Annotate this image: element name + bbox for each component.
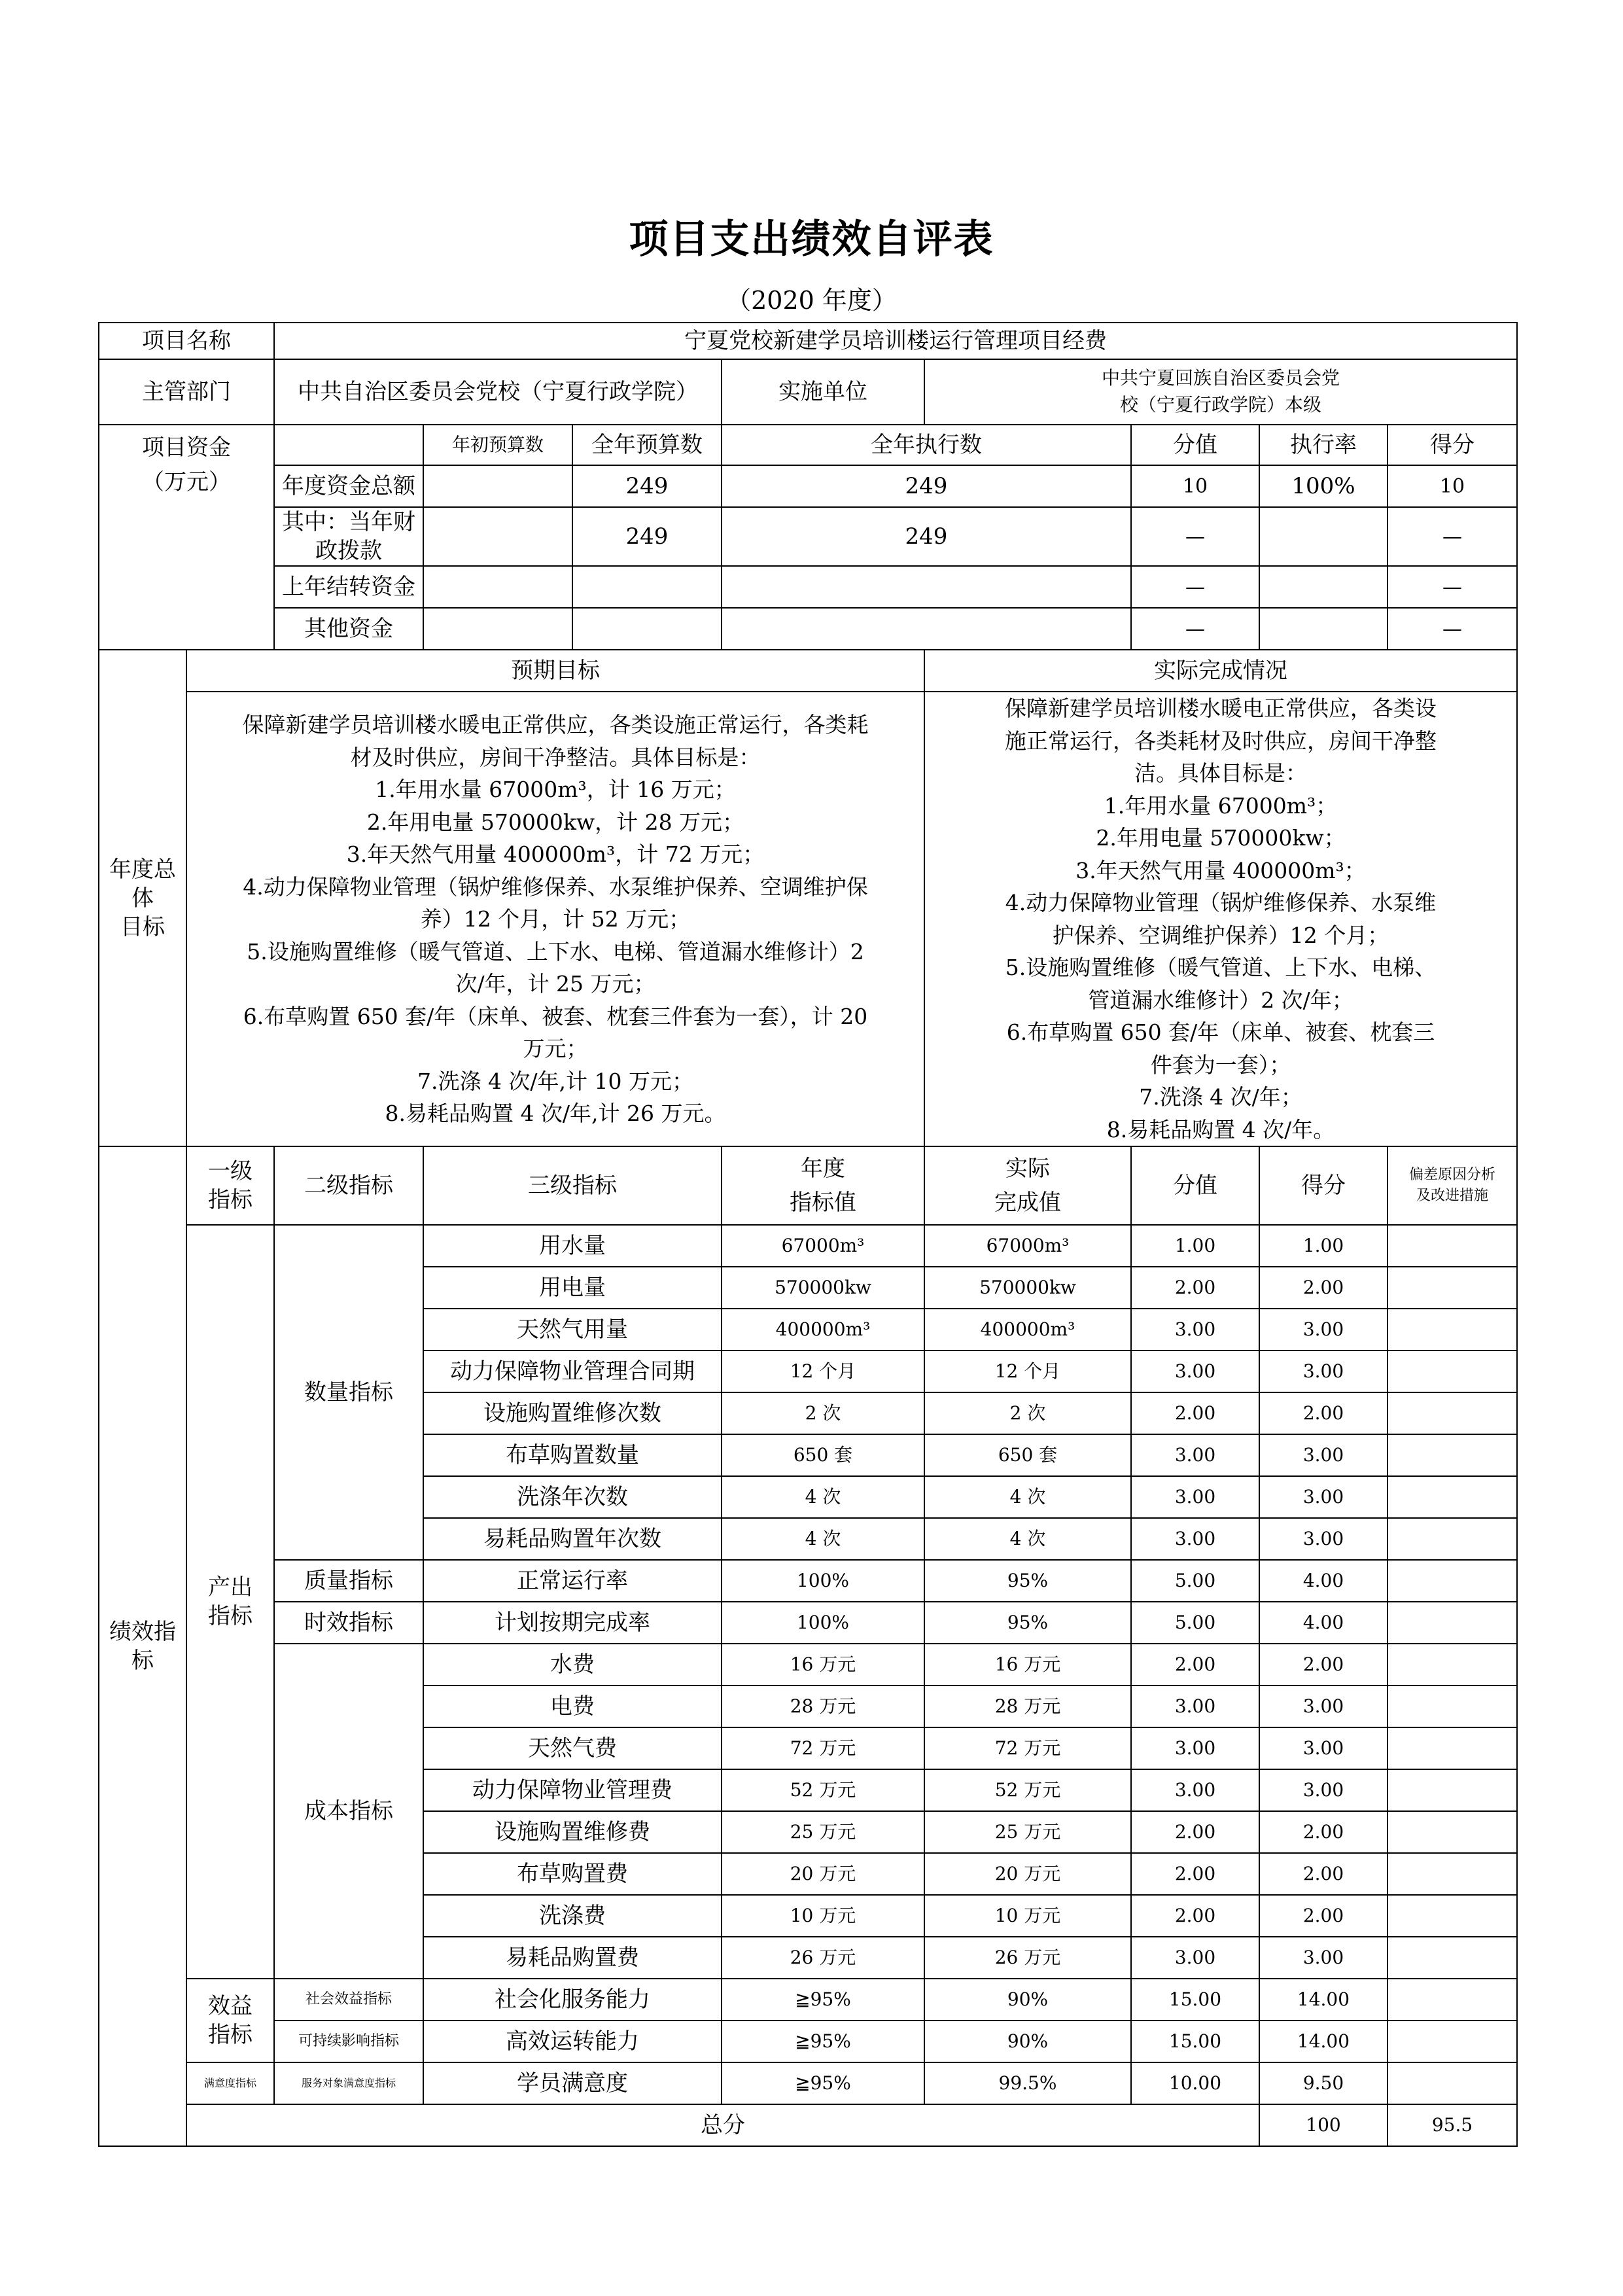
quantity-metric-target: 12 个月 xyxy=(722,1351,924,1392)
cost-metric-score-value: 2.00 xyxy=(1131,1895,1259,1937)
cost-indicator-label: 成本指标 xyxy=(274,1644,423,1979)
cost-metric-analysis xyxy=(1387,1686,1517,1727)
quantity-metric-score: 3.00 xyxy=(1259,1434,1387,1476)
funds-header-score: 得分 xyxy=(1387,425,1517,465)
quantity-metric-score-value: 3.00 xyxy=(1131,1476,1259,1518)
quantity-metric-name: 动力保障物业管理合同期 xyxy=(423,1351,722,1392)
goals-expected-line: 次/年，计 25 万元； xyxy=(455,971,655,997)
quantity-metric-target: 4 次 xyxy=(722,1476,924,1518)
goals-expected-text xyxy=(186,692,924,1146)
total-score-value: 100 xyxy=(1259,2104,1387,2146)
quantity-metric-score-value: 3.00 xyxy=(1131,1518,1259,1560)
goals-expected-line: 3.年天然气用量 400000m³，计 72 万元； xyxy=(346,841,765,868)
cost-metric-target: 16 万元 xyxy=(722,1644,924,1686)
timeliness-metric-target: 100% xyxy=(722,1602,924,1644)
quantity-metric-analysis xyxy=(1387,1267,1517,1309)
quantity-metric-score-value: 2.00 xyxy=(1131,1392,1259,1434)
cost-metric-score-value: 3.00 xyxy=(1131,1937,1259,1979)
quantity-metric-actual: 4 次 xyxy=(924,1476,1131,1518)
goals-actual-line: 6.布草购置 650 套/年（床单、被套、枕套三 xyxy=(1006,1019,1435,1046)
quantity-metric-name: 用电量 xyxy=(423,1267,722,1309)
dept-value: 中共自治区委员会党校（宁夏行政学院） xyxy=(274,359,722,425)
table-row xyxy=(99,1225,1517,1267)
funds-score: 10 xyxy=(1387,465,1517,507)
quantity-metric-score-value: 3.00 xyxy=(1131,1351,1259,1392)
quantity-metric-name: 易耗品购置年次数 xyxy=(423,1518,722,1560)
sustain-metric-target: ≧95% xyxy=(722,2021,924,2062)
social-metric-score: 14.00 xyxy=(1259,1979,1387,2021)
goals-actual-line: 护保养、空调维护保养）12 个月； xyxy=(1052,922,1389,948)
service-metric-score: 9.50 xyxy=(1259,2062,1387,2104)
service-metric-actual: 99.5% xyxy=(924,2062,1131,2104)
funds-executed-value xyxy=(722,566,1131,608)
social-benefit-label: 社会效益指标 xyxy=(274,1979,423,2021)
funds-exec-rate xyxy=(1259,608,1387,650)
quantity-metric-score: 2.00 xyxy=(1259,1267,1387,1309)
cost-metric-name: 设施购置维修费 xyxy=(423,1811,722,1853)
service-metric-target: ≧95% xyxy=(722,2062,924,2104)
goals-expected-line: 保障新建学员培训楼水暖电正常供应，各类设施正常运行，各类耗 xyxy=(242,712,869,738)
cost-metric-actual: 20 万元 xyxy=(924,1853,1131,1895)
funds-header-executed: 全年执行数 xyxy=(722,425,1131,465)
cost-metric-name: 易耗品购置费 xyxy=(423,1937,722,1979)
funds-initial-value xyxy=(423,465,572,507)
quantity-metric-target: 400000m³ xyxy=(722,1309,924,1351)
cost-metric-score: 3.00 xyxy=(1259,1769,1387,1811)
social-metric-analysis xyxy=(1387,1979,1517,2021)
cost-metric-score: 3.00 xyxy=(1259,1686,1387,1727)
goals-expected-line: 1.年用水量 67000m³，计 16 万元； xyxy=(375,777,736,803)
goals-actual-line: 4.动力保障物业管理（锅炉维修保养、水泵维 xyxy=(1005,890,1437,916)
project-name-label: 项目名称 xyxy=(99,323,274,359)
service-satisfaction-label: 服务对象满意度指标 xyxy=(274,2062,423,2104)
quality-metric-analysis xyxy=(1387,1560,1517,1602)
perf-header-level3: 三级指标 xyxy=(423,1146,722,1225)
goals-expected-line: 4.动力保障物业管理（锅炉维修保养、水泵维护保养、空调维护保 xyxy=(243,874,868,900)
cost-metric-score-value: 3.00 xyxy=(1131,1727,1259,1769)
cost-metric-score: 3.00 xyxy=(1259,1727,1387,1769)
funds-header-blank xyxy=(274,425,423,465)
goals-actual-line: 洁。具体目标是： xyxy=(1134,760,1307,786)
page-subtitle: （2020 年度） xyxy=(726,286,897,315)
perf-header-target xyxy=(722,1146,924,1225)
cost-metric-name: 电费 xyxy=(423,1686,722,1727)
table-row xyxy=(99,608,1517,650)
cost-metric-score: 3.00 xyxy=(1259,1937,1387,1979)
unit-value-line: 中共宁夏回族自治区委员会党 xyxy=(1101,367,1340,389)
quantity-metric-actual: 4 次 xyxy=(924,1518,1131,1560)
goals-actual-header: 实际完成情况 xyxy=(924,650,1517,692)
quantity-metric-target: 67000m³ xyxy=(722,1225,924,1267)
funds-label xyxy=(99,425,274,650)
social-metric-score-value: 15.00 xyxy=(1131,1979,1259,2021)
cost-metric-analysis xyxy=(1387,1853,1517,1895)
timeliness-metric-name: 计划按期完成率 xyxy=(423,1602,722,1644)
quantity-metric-score: 3.00 xyxy=(1259,1518,1387,1560)
quantity-metric-name: 洗涤年次数 xyxy=(423,1476,722,1518)
cost-metric-analysis xyxy=(1387,1769,1517,1811)
goals-actual-line: 7.洗涤 4 次/年； xyxy=(1139,1084,1302,1110)
cost-metric-actual: 10 万元 xyxy=(924,1895,1131,1937)
quality-metric-target: 100% xyxy=(722,1560,924,1602)
perf-header-actual xyxy=(924,1146,1131,1225)
goals-actual-line: 件套为一套）； xyxy=(1150,1051,1291,1078)
quality-metric-actual: 95% xyxy=(924,1560,1131,1602)
quantity-indicator-label: 数量指标 xyxy=(274,1225,423,1560)
funds-score: — xyxy=(1387,566,1517,608)
cost-metric-actual: 52 万元 xyxy=(924,1769,1131,1811)
cost-metric-analysis xyxy=(1387,1644,1517,1686)
timeliness-indicator-label: 时效指标 xyxy=(274,1602,423,1644)
quantity-metric-target: 650 套 xyxy=(722,1434,924,1476)
cost-metric-score: 2.00 xyxy=(1259,1853,1387,1895)
table-row xyxy=(99,359,1517,425)
sustain-metric-name: 高效运转能力 xyxy=(423,2021,722,2062)
quantity-metric-name: 设施购置维修次数 xyxy=(423,1392,722,1434)
cost-metric-name: 布草购置费 xyxy=(423,1853,722,1895)
quantity-metric-score-value: 3.00 xyxy=(1131,1309,1259,1351)
satisfaction-indicator-label: 满意度指标 xyxy=(186,2062,274,2104)
table-row xyxy=(99,507,1517,566)
unit-value xyxy=(924,359,1517,425)
goals-actual-line: 施正常运行，各类耗材及时供应，房间干净整 xyxy=(1005,728,1437,754)
goals-actual-line: 2.年用电量 570000kw； xyxy=(1096,825,1346,851)
quantity-metric-target: 2 次 xyxy=(722,1392,924,1434)
social-metric-target: ≧95% xyxy=(722,1979,924,2021)
page-title: 项目支出绩效自评表 xyxy=(629,217,994,262)
quantity-metric-name: 用水量 xyxy=(423,1225,722,1267)
table-row xyxy=(99,1979,1517,2021)
table-row xyxy=(99,425,1517,465)
table-row xyxy=(99,2104,1517,2146)
table-row xyxy=(99,465,1517,507)
cost-metric-target: 28 万元 xyxy=(722,1686,924,1727)
sustain-metric-actual: 90% xyxy=(924,2021,1131,2062)
funds-initial-value xyxy=(423,507,572,566)
cost-metric-name: 水费 xyxy=(423,1644,722,1686)
funds-exec-rate xyxy=(1259,507,1387,566)
cost-metric-score: 2.00 xyxy=(1259,1895,1387,1937)
goals-expected-line: 2.年用电量 570000kw，计 28 万元； xyxy=(366,809,744,835)
sustain-metric-analysis xyxy=(1387,2021,1517,2062)
timeliness-metric-analysis xyxy=(1387,1602,1517,1644)
table-row xyxy=(99,650,1517,692)
funds-budget-value xyxy=(572,608,722,650)
cost-metric-score-value: 3.00 xyxy=(1131,1686,1259,1727)
timeliness-metric-score-value: 5.00 xyxy=(1131,1602,1259,1644)
quality-metric-score-value: 5.00 xyxy=(1131,1560,1259,1602)
table-row xyxy=(99,323,1517,359)
quality-indicator-label: 质量指标 xyxy=(274,1560,423,1602)
social-metric-name: 社会化服务能力 xyxy=(423,1979,722,2021)
table-row xyxy=(99,566,1517,608)
quantity-metric-score: 2.00 xyxy=(1259,1392,1387,1434)
funds-score-value: 10 xyxy=(1131,465,1259,507)
goals-actual-line: 8.易耗品购置 4 次/年。 xyxy=(1106,1116,1335,1142)
cost-metric-actual: 16 万元 xyxy=(924,1644,1131,1686)
table-row xyxy=(99,1602,1517,1644)
goals-expected-line: 8.易耗品购置 4 次/年,计 26 万元。 xyxy=(385,1101,726,1127)
quantity-metric-actual: 570000kw xyxy=(924,1267,1131,1309)
quantity-metric-target: 570000kw xyxy=(722,1267,924,1309)
goals-expected-header: 预期目标 xyxy=(186,650,924,692)
quantity-metric-score-value: 1.00 xyxy=(1131,1225,1259,1267)
cost-metric-name: 天然气费 xyxy=(423,1727,722,1769)
table-row xyxy=(99,1146,1517,1225)
funds-budget-value: 249 xyxy=(572,507,722,566)
timeliness-metric-actual: 95% xyxy=(924,1602,1131,1644)
quantity-metric-actual: 650 套 xyxy=(924,1434,1131,1476)
service-metric-analysis xyxy=(1387,2062,1517,2104)
cost-metric-score-value: 2.00 xyxy=(1131,1644,1259,1686)
cost-metric-target: 72 万元 xyxy=(722,1727,924,1769)
funds-initial-value xyxy=(423,566,572,608)
funds-row-label: 上年结转资金 xyxy=(274,566,423,608)
cost-metric-actual: 72 万元 xyxy=(924,1727,1131,1769)
goals-actual-line: 5.设施购置维修（暖气管道、上下水、电梯、 xyxy=(1005,955,1437,981)
table-row xyxy=(99,1560,1517,1602)
evaluation-table xyxy=(98,322,1518,2147)
cost-metric-score-value: 2.00 xyxy=(1131,1811,1259,1853)
goals-label-line: 目标 xyxy=(120,913,165,940)
perf-header-level2: 二级指标 xyxy=(274,1146,423,1225)
goals-actual-line: 3.年天然气用量 400000m³； xyxy=(1075,857,1366,883)
funds-score-value: — xyxy=(1131,566,1259,608)
funds-label-line: 项目资金 xyxy=(142,434,231,461)
quantity-metric-analysis xyxy=(1387,1351,1517,1392)
timeliness-metric-score: 4.00 xyxy=(1259,1602,1387,1644)
funds-score: — xyxy=(1387,608,1517,650)
cost-metric-target: 20 万元 xyxy=(722,1853,924,1895)
funds-exec-rate: 100% xyxy=(1259,465,1387,507)
perf-header-analysis-line: 及改进措施 xyxy=(1416,1188,1488,1205)
funds-executed-value: 249 xyxy=(722,507,1131,566)
funds-executed-value xyxy=(722,608,1131,650)
goals-expected-line: 5.设施购置维修（暖气管道、上下水、电梯、管道漏水维修计）2 xyxy=(247,938,864,964)
social-metric-actual: 90% xyxy=(924,1979,1131,2021)
quantity-metric-actual: 400000m³ xyxy=(924,1309,1131,1351)
funds-row-label: 其中：当年财政拨款 xyxy=(274,507,423,566)
quantity-metric-target: 4 次 xyxy=(722,1518,924,1560)
perf-header-analysis xyxy=(1387,1146,1517,1225)
goals-expected-line: 养）12 个月，计 52 万元； xyxy=(420,906,691,932)
goals-expected-line: 材及时供应，房间干净整洁。具体目标是： xyxy=(350,744,761,770)
quantity-metric-score: 3.00 xyxy=(1259,1309,1387,1351)
dept-label: 主管部门 xyxy=(99,359,274,425)
total-label: 总分 xyxy=(186,2104,1259,2146)
goals-expected-line: 7.洗涤 4 次/年,计 10 万元； xyxy=(417,1068,694,1094)
output-indicator-label-line: 产出 xyxy=(208,1574,253,1601)
cost-metric-score-value: 2.00 xyxy=(1131,1853,1259,1895)
cost-metric-target: 52 万元 xyxy=(722,1769,924,1811)
quantity-metric-analysis xyxy=(1387,1518,1517,1560)
output-indicator-label xyxy=(186,1225,274,1979)
funds-label-line: （万元） xyxy=(142,468,231,495)
quality-metric-name: 正常运行率 xyxy=(423,1560,722,1602)
perf-header-level1 xyxy=(186,1146,274,1225)
quantity-metric-name: 天然气用量 xyxy=(423,1309,722,1351)
table-row xyxy=(99,2062,1517,2104)
perf-header-analysis-line: 偏差原因分析 xyxy=(1408,1167,1495,1184)
funds-budget-value: 249 xyxy=(572,465,722,507)
funds-header-initial: 年初预算数 xyxy=(423,425,572,465)
funds-executed-value: 249 xyxy=(722,465,1131,507)
quantity-metric-analysis xyxy=(1387,1309,1517,1351)
funds-score-value: — xyxy=(1131,507,1259,566)
goals-actual-line: 保障新建学员培训楼水暖电正常供应，各类设 xyxy=(1005,696,1437,722)
cost-metric-score: 2.00 xyxy=(1259,1644,1387,1686)
service-metric-name: 学员满意度 xyxy=(423,2062,722,2104)
funds-initial-value xyxy=(423,608,572,650)
table-row xyxy=(99,2021,1517,2062)
sustain-benefit-label: 可持续影响指标 xyxy=(274,2021,423,2062)
goals-actual-line: 管道漏水维修计）2 次/年； xyxy=(1088,987,1353,1013)
cost-metric-target: 25 万元 xyxy=(722,1811,924,1853)
unit-value-line: 校（宁夏行政学院）本级 xyxy=(1119,394,1321,415)
sustain-metric-score-value: 15.00 xyxy=(1131,2021,1259,2062)
quantity-metric-score-value: 2.00 xyxy=(1131,1267,1259,1309)
benefit-indicator-label-line: 指标 xyxy=(208,2022,253,2049)
perf-header-target-line: 指标值 xyxy=(790,1190,856,1216)
perf-header-target-line: 年度 xyxy=(801,1155,845,1182)
quantity-metric-score: 3.00 xyxy=(1259,1351,1387,1392)
quantity-metric-actual: 67000m³ xyxy=(924,1225,1131,1267)
quantity-metric-actual: 2 次 xyxy=(924,1392,1131,1434)
quantity-metric-analysis xyxy=(1387,1392,1517,1434)
quantity-metric-score: 3.00 xyxy=(1259,1476,1387,1518)
table-row xyxy=(99,1644,1517,1686)
perf-header-level1-line: 指标 xyxy=(208,1187,253,1214)
benefit-indicator-label xyxy=(186,1979,274,2062)
service-metric-score-value: 10.00 xyxy=(1131,2062,1259,2104)
cost-metric-analysis xyxy=(1387,1895,1517,1937)
cost-metric-analysis xyxy=(1387,1727,1517,1769)
funds-score-value: — xyxy=(1131,608,1259,650)
goals-label xyxy=(99,650,186,1146)
quality-metric-score: 4.00 xyxy=(1259,1560,1387,1602)
funds-exec-rate xyxy=(1259,566,1387,608)
perf-header-level1-line: 一级 xyxy=(208,1158,253,1185)
quantity-metric-analysis xyxy=(1387,1225,1517,1267)
output-indicator-label-line: 指标 xyxy=(208,1603,253,1630)
funds-row-label: 其他资金 xyxy=(274,608,423,650)
quantity-metric-score-value: 3.00 xyxy=(1131,1434,1259,1476)
cost-metric-score: 2.00 xyxy=(1259,1811,1387,1853)
cost-metric-name: 动力保障物业管理费 xyxy=(423,1769,722,1811)
cost-metric-analysis xyxy=(1387,1937,1517,1979)
cost-metric-target: 10 万元 xyxy=(722,1895,924,1937)
goals-label-line: 年度总体 xyxy=(109,856,176,911)
project-name-value: 宁夏党校新建学员培训楼运行管理项目经费 xyxy=(274,323,1517,359)
quantity-metric-name: 布草购置数量 xyxy=(423,1434,722,1476)
unit-label: 实施单位 xyxy=(722,359,924,425)
funds-row-label: 年度资金总额 xyxy=(274,465,423,507)
goals-actual-line: 1.年用水量 67000m³； xyxy=(1104,792,1338,819)
funds-score: — xyxy=(1387,507,1517,566)
funds-header-score-value: 分值 xyxy=(1131,425,1259,465)
cost-metric-target: 26 万元 xyxy=(722,1937,924,1979)
quantity-metric-analysis xyxy=(1387,1434,1517,1476)
cost-metric-actual: 26 万元 xyxy=(924,1937,1131,1979)
table-row xyxy=(99,692,1517,1146)
cost-metric-analysis xyxy=(1387,1811,1517,1853)
sustain-metric-score: 14.00 xyxy=(1259,2021,1387,2062)
quantity-metric-actual: 12 个月 xyxy=(924,1351,1131,1392)
perf-header-score: 得分 xyxy=(1259,1146,1387,1225)
cost-metric-actual: 28 万元 xyxy=(924,1686,1131,1727)
goals-expected-line: 6.布草购置 650 套/年（床单、被套、枕套三件套为一套），计 20 xyxy=(243,1003,868,1029)
perf-header-actual-line: 完成值 xyxy=(994,1190,1061,1216)
perf-header-score-value: 分值 xyxy=(1131,1146,1259,1225)
goals-actual-text xyxy=(924,692,1517,1146)
quantity-metric-analysis xyxy=(1387,1476,1517,1518)
cost-metric-score-value: 3.00 xyxy=(1131,1769,1259,1811)
goals-expected-line: 万元； xyxy=(523,1036,588,1062)
benefit-indicator-label-line: 效益 xyxy=(208,1993,253,2020)
perf-label: 绩效指标 xyxy=(99,1146,186,2146)
cost-metric-actual: 25 万元 xyxy=(924,1811,1131,1853)
cost-metric-name: 洗涤费 xyxy=(423,1895,722,1937)
funds-header-budget: 全年预算数 xyxy=(572,425,722,465)
perf-header-actual-line: 实际 xyxy=(1005,1155,1050,1182)
quantity-metric-score: 1.00 xyxy=(1259,1225,1387,1267)
funds-header-exec-rate: 执行率 xyxy=(1259,425,1387,465)
funds-budget-value xyxy=(572,566,722,608)
total-score: 95.5 xyxy=(1387,2104,1517,2146)
